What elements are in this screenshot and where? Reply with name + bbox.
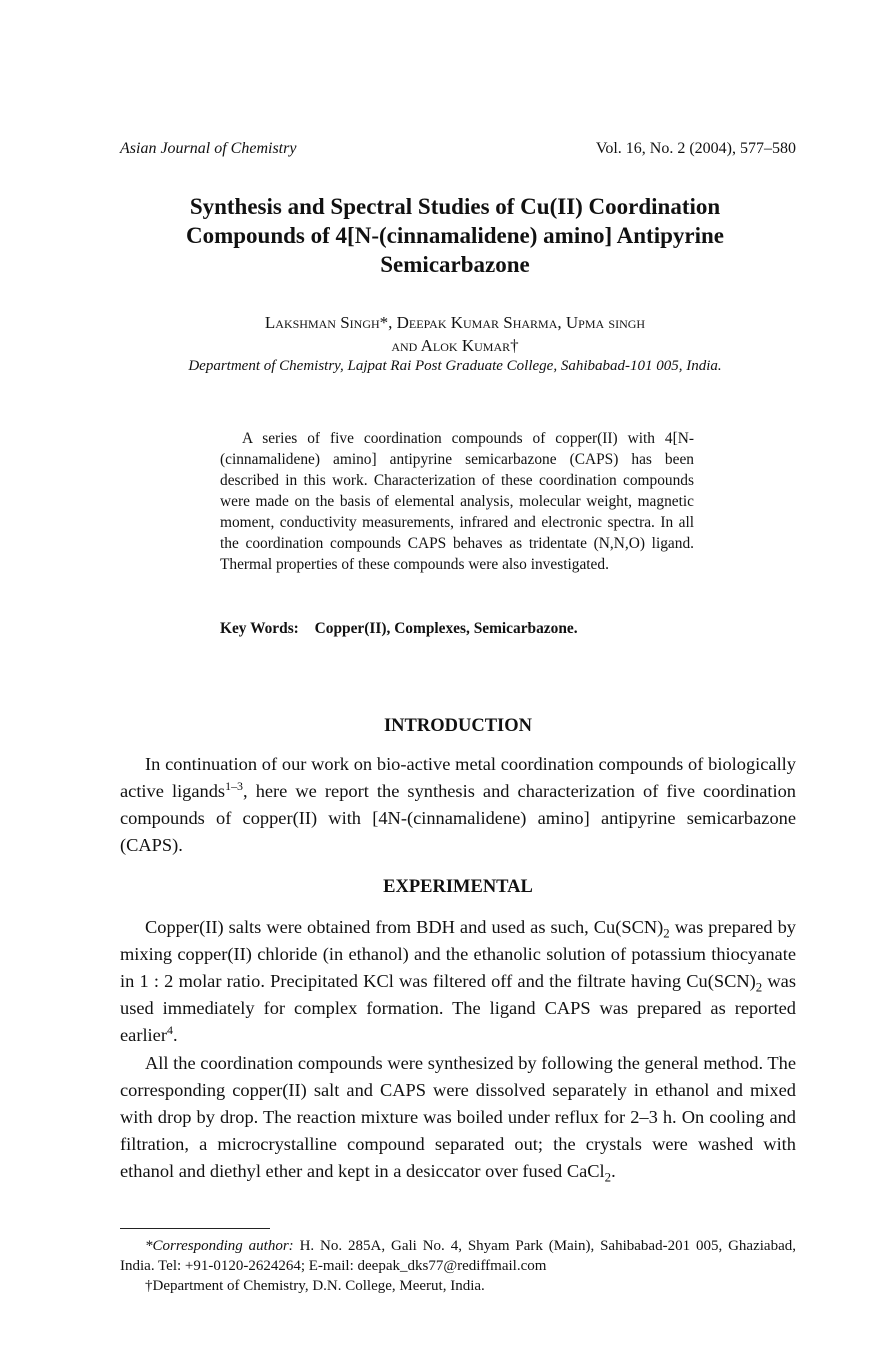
exp2-text-b: . xyxy=(611,1161,616,1181)
keywords-list: Copper(II), Complexes, Semicarbazone. xyxy=(314,620,578,637)
footnote-label: *Corresponding author: xyxy=(145,1238,294,1254)
exp1-text-b: was prepared by mixing copper(II) chloride (in ethanol) and the ethanolic solution of potassium thiocyanate in 1 : 2 molar ratio. Precipitated KCl was filtered off and the filtrate having Cu(SCN) xyxy=(120,917,796,991)
footnotes xyxy=(120,1236,796,1296)
intro-citation: 1–3 xyxy=(225,778,244,793)
author-list xyxy=(100,311,810,357)
exp1-sub-2: 2 xyxy=(755,980,763,995)
journal-name: Asian Journal of Chemistry xyxy=(120,140,297,157)
introduction-heading: INTRODUCTION xyxy=(383,716,533,736)
experimental-heading: EXPERIMENTAL xyxy=(383,877,533,897)
intro-text-a: In continuation of our work on bio-active metal coordination compounds of biologically active ligands xyxy=(120,754,796,801)
title-line-3: Semicarbazone xyxy=(380,252,530,277)
exp1-text-d: . xyxy=(172,1025,178,1045)
exp2-sub: 2 xyxy=(604,1170,612,1185)
abstract: A series of five coordination compounds of copper(II) with 4[N-(cinnamalidene) amino] antipyrine semicarbazone (CAPS) has been described in this work. Characterization of these coordination compounds were made on the basis of elemental analysis, molecular weight, magnetic moment, conductivity measurements, infrared and electronic spectra. In all the coordination compounds CAPS behaves as tridentate (N,N,O) ligand. Thermal properties of these compounds were also investigated. xyxy=(220,430,694,573)
exp2-text-a: All the coordination compounds were synthesized by following the general method. The corresponding copper(II) salt and CAPS were dissolved separately in ethanol and mixed with drop by drop. The reaction mixture was boiled under reflux for 2–3 h. On cooling and filtration, a microcrystalline compound separated out; the crystals were washed with ethanol and diethyl ether and kept in a desiccator over fused CaCl xyxy=(120,1053,796,1181)
running-head xyxy=(120,140,796,158)
keywords xyxy=(220,620,694,638)
keywords-label: Key Words: xyxy=(220,620,299,637)
title-line-2: Compounds of 4[N-(cinnamalidene) amino] Antipyrine xyxy=(186,223,724,248)
exp1-text-c: was used immediately for complex formation. The ligand CAPS was prepared as reported earlier xyxy=(120,971,796,1045)
authors-line-1: Lakshman Singh*, Deepak Kumar Sharma, Upma singh xyxy=(264,313,646,332)
footnote-corresponding-author xyxy=(120,1236,796,1276)
experimental-paragraph-1 xyxy=(120,914,796,1049)
exp1-text-a: Copper(II) salts were obtained from BDH and used as such, Cu(SCN) xyxy=(145,917,664,937)
footnote-alt-affiliation: †Department of Chemistry, D.N. College, Meerut, India. xyxy=(145,1278,485,1294)
paper-title xyxy=(100,192,810,279)
authors-line-2: and Alok Kumar† xyxy=(391,336,519,355)
footnote-divider xyxy=(120,1228,270,1229)
experimental-paragraph-2 xyxy=(120,1050,796,1185)
intro-text-b: , here we report the synthesis and characterization of five coordination compounds of copper(II) with [4N-(cinnamalidene) amino] antipyrine semicarbazone (CAPS). xyxy=(120,781,796,855)
volume-info: Vol. 16, No. 2 (2004), 577–580 xyxy=(595,140,796,157)
introduction-paragraph xyxy=(120,751,796,859)
exp1-citation: 4 xyxy=(166,1022,173,1037)
affiliation: Department of Chemistry, Lajpat Rai Post Graduate College, Sahibabad-101 005, India. xyxy=(188,358,722,374)
exp1-sub-1: 2 xyxy=(663,926,670,941)
footnote-text: H. No. 285A, Gali No. 4, Shyam Park (Main), Sahibabad-201 005, Ghaziabad, India. Tel: +91-0120-2624264; E-mail: deepak_dks77@rediffmail.com xyxy=(120,1238,796,1274)
title-line-1: Synthesis and Spectral Studies of Cu(II) Coordination xyxy=(189,194,721,219)
